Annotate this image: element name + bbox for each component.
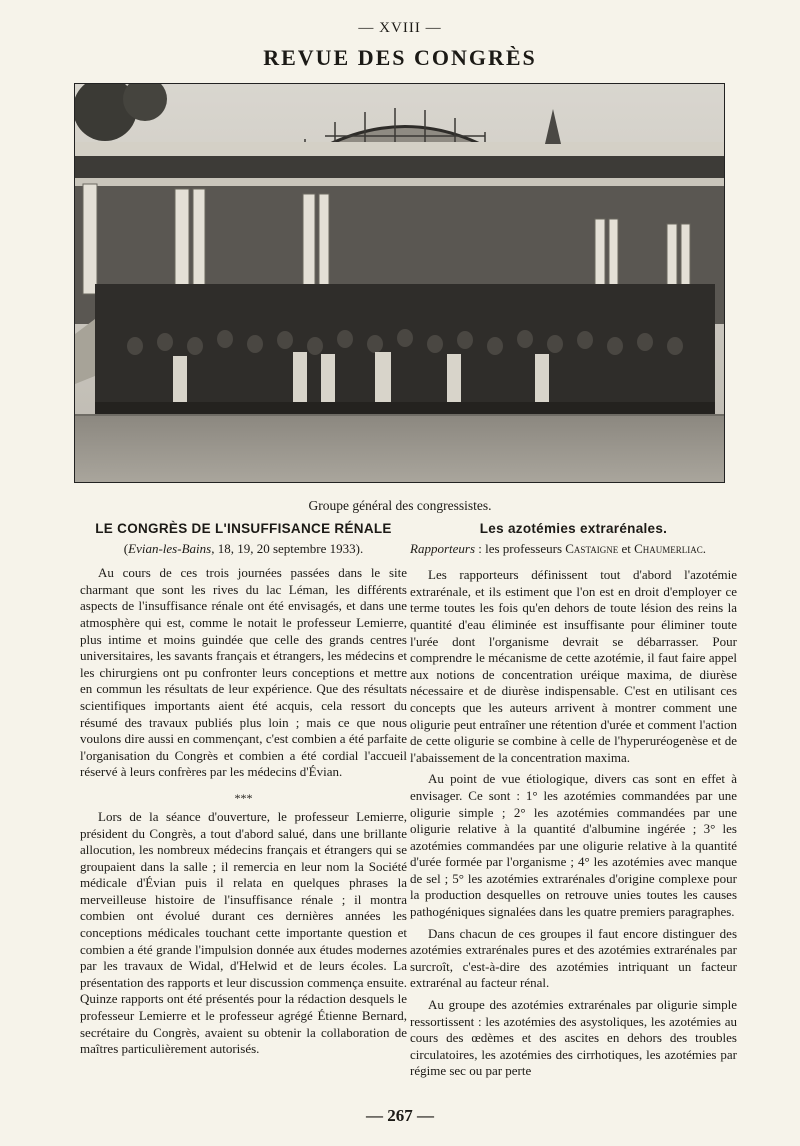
rapporteur-name: Castaigne (565, 540, 619, 556)
subtitle-place: Evian-les-Bains (128, 540, 212, 556)
rapporteurs-label: Rapporteurs (410, 540, 475, 556)
journal-title: REVUE DES CONGRÈS (263, 45, 537, 70)
rapporteurs-line: Rapporteurs : les professeurs Castaigne et Chaumerliac. (410, 540, 707, 556)
photo-caption: Groupe général des congressistes. (308, 498, 492, 513)
congress-group-photo (74, 83, 725, 483)
article-subtitle: (Evian-les-Bains, 18, 19, 20 septembre 1933). (123, 540, 364, 556)
article-title: LE CONGRÈS DE L'INSUFFISANCE RÉNALE (95, 521, 392, 536)
paragraph: Au groupe des azotémies extrarénales par oligurie simple ressortissent : les azotémies des asystoliques, les azotémies au cours des œdèmes et des ascites en dehors des troubles circulatoires, les azotémies des cirrhotiques, les azotémies par régime sec ou par perte (410, 997, 737, 1079)
paragraph: Dans chacun de ces groupes il faut encore distinguer des azotémies extrarénales pures et des azotémies extrarénales par surcroît, c'est-à-dire des azotémies intriquant un facteur extrarénal au facteur rénal. (410, 925, 737, 991)
section-separator: *** (234, 790, 253, 805)
right-column (410, 521, 737, 1085)
left-column (80, 521, 407, 1063)
paragraph: Lors de la séance d'ouverture, le professeur Lemierre, président du Congrès, a tout d'abord salué, dans une brillante allocution, les nombreux médecins français et étrangers qui se groupaient dans la salle ; il remercia en leur nom la Société médicale d'Évian puis il relata en quelques phrases la merveilleuse histoire de l'insuffisance rénale ; il montra combien ont évolué durant ces dernières années les conceptions médicales touchant cette importante question et combien a été grande l'impulsion donnée aux études modernes par les travaux de Widal, d'Helwid et de leurs écoles. La présentation des rapports et leur discussion commença ensuite. Quinze rapports ont été présentés pour la rédaction desquels le professeur Lemierre et le professeur agrégé Étienne Bernard, secrétaire du Congrès, avaient su obtenir la collaboration de maîtres particulièrement autorisés. (80, 808, 407, 1057)
section-title: Les azotémies extrarénales. (479, 521, 668, 536)
rapporteur-name: Chaumerliac (634, 540, 703, 556)
page-number: — 267 — (366, 1106, 434, 1125)
paragraph: Au point de vue étiologique, divers cas sont en effet à envisager. Ce sont : 1° les azotémies commandées par une oligurie simple ; 2° les azotémies commandées par une oligurie relative à la quantité d'albumine ingérée ; 3° les azotémies commandées par une oligurie relative à la quantité d'urée formée par l'organisme ; 4° les azotémies avec manque de sel ; 5° les azotémies extrarénales d'origine complexe pour la production desquelles on retrouve unies toutes les causes pathogéniques signalées dans les quatre premiers paragraphes. (410, 771, 737, 920)
paragraph: Les rapporteurs définissent tout d'abord l'azotémie extrarénale, et ils estiment que l'on est en droit d'employer ce terme toutes les fois qu'en dehors de toute lésion des reins la quantité d'eau éliminée est insuffisante pour éliminer toute l'urée dont l'organisme devrait se débarrasser. Pour comprendre le mécanisme de cette azotémie, il faut faire appel aux notions de concentration uréique maxima, de diurèse nécessaire et de diurèse indispensable. C'est en utilisant ces concepts que les auteurs arrivent à montrer comment une oligurie peut entraîner une rétention d'urée et comment l'action de cette oligurie se combine à celle de l'hyperuréogenèse et de l'abaissement de la concentration maxima. (410, 567, 737, 765)
paragraph: Au cours de ces trois journées passées dans le site charmant que sont les rives du lac Léman, les différents aspects de l'insuffisance rénale ont été envisagés, et dans une atmosphère qui est, comme le notait le professeur Lemierre, plus intime et moins guindée que celle des grands centres universitaires, les savants français et étrangers, les médecins et les chirurgiens ont pu confronter leurs conceptions et mettre en commun les résultats de leur expérience. Que des résultats scientifiques importants aient été acquis, cela ressort du résumé des travaux publiés plus loin ; mais ce que nous voulons dire aussi en commençant, c'est combien a été parfaite l'organisation du Congrès et combien a été cordial l'accueil réservé à leurs confrères par les médecins d'Évian. (80, 565, 407, 780)
subtitle-date: , 18, 19, 20 septembre 1933 (211, 540, 356, 556)
roman-page-number: — XVIII — (358, 20, 442, 36)
